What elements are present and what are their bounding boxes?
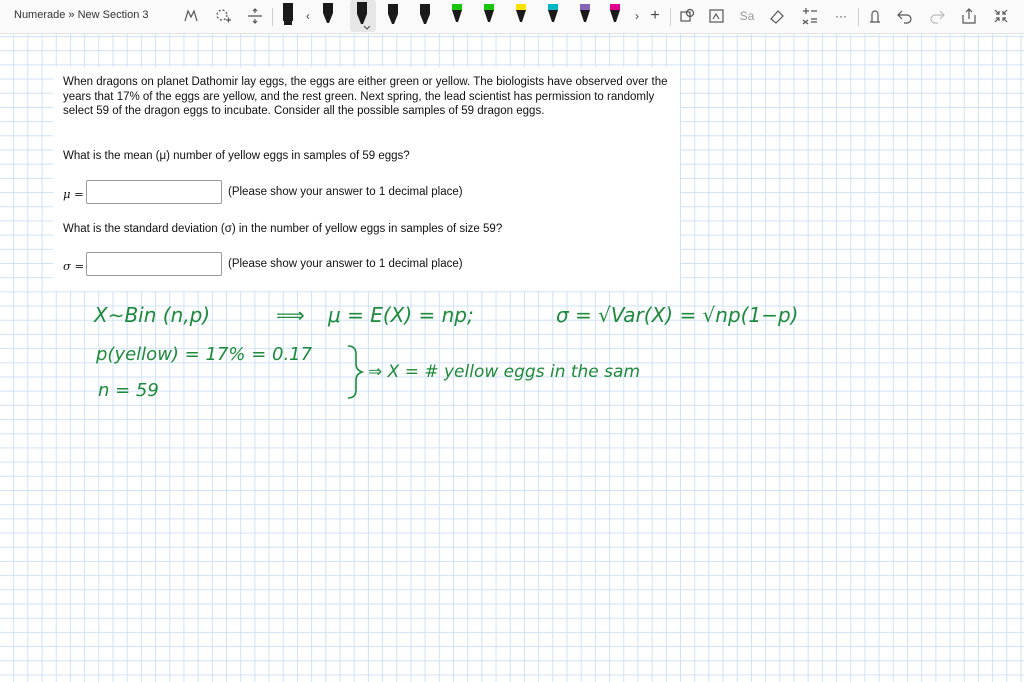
ink-x-definition: ⇒ X = # yellow eggs in the sam [368, 362, 641, 382]
chevron-left-icon[interactable]: ‹ [306, 9, 310, 23]
ink-mean-formula: μ = E(X) = np; [328, 303, 474, 327]
add-pen-icon[interactable]: + [650, 7, 660, 24]
mu-hint: (Please show your answer to 1 decimal place) [228, 186, 463, 198]
sigma-label: σ = [63, 259, 85, 273]
chevron-right-icon[interactable]: › [635, 9, 639, 23]
sd-question: What is the standard deviation (σ) in the number of yellow eggs in samples of size 59? [63, 223, 503, 235]
ink-p-yellow: p(yellow) = 17% = 0.17 [96, 344, 313, 365]
ink-to-text-icon[interactable]: Sa [739, 9, 755, 23]
more-icon[interactable]: ··· [835, 9, 847, 23]
ink-binomial: X∼Bin (n,p) [94, 303, 211, 327]
sigma-hint: (Please show your answer to 1 decimal place) [228, 258, 463, 270]
ink-brace [348, 346, 362, 398]
ink-arrow: ⟹ [276, 303, 305, 327]
question-intro: When dragons on planet Dathomir lay eggs, the eggs are either green or yellow. The biologists have observed over the years that 17% of the eggs are yellow, and the rest green. Next spring, the lead scientist has permission to randomly select 59 of the dragon eggs to incubate. Consider all the possible samples of 59 dragon eggs. [63, 76, 668, 118]
breadcrumb[interactable]: Numerade » New Section 3 [14, 9, 149, 21]
mean-question: What is the mean (μ) number of yellow eggs in samples of 59 eggs? [63, 150, 410, 162]
ink-n-value: n = 59 [98, 380, 159, 401]
mu-label: μ = [63, 187, 84, 201]
ink-sd-formula: σ = √Var(X) = √np(1−p) [556, 303, 799, 327]
